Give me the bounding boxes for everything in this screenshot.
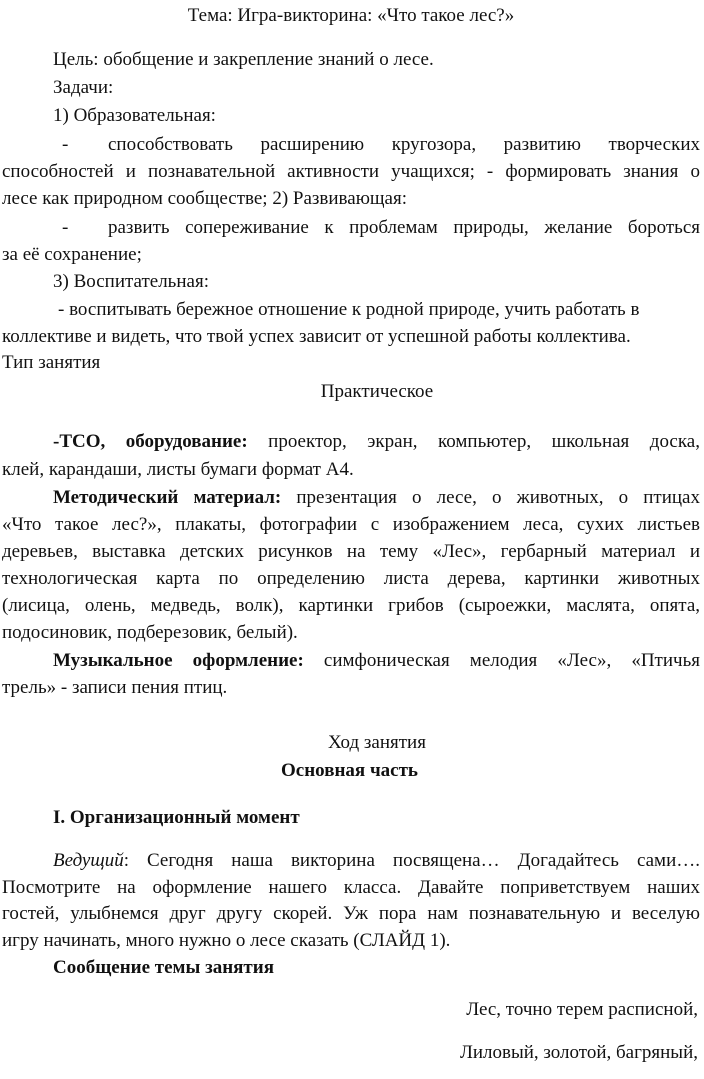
equipment-line1 [53, 430, 700, 454]
method-line1 [53, 486, 700, 510]
method-line5: (лисица, олень, медведь, волк), картинки грибов (сыроежки, маслята, опята, [2, 595, 700, 616]
task2-dash: - [62, 217, 69, 238]
method-line4: технологическая карта по определению листа дерева, картинки животных [2, 568, 700, 589]
section1-heading: I. Организационный момент [53, 807, 300, 828]
task2-line1: развить сопереживание к проблемам природы, желание бороться [108, 217, 700, 238]
host-line4: игру начинать, много нужно о лесе сказать (СЛАЙД 1). [2, 930, 451, 951]
host-label: Ведущий [53, 850, 124, 871]
tasks-heading: Задачи: [53, 77, 114, 98]
method-line2: «Что такое лес?», плакаты, фотографии с изображением леса, сухих листьев [2, 514, 700, 535]
task1-line3: лесе как природном сообществе; 2) Развивающая: [2, 188, 407, 209]
equipment-label: -ТСО, оборудование: [53, 431, 248, 452]
host-line2: Посмотрите на оформление нашего класса. Давайте поприветствуем наших [2, 877, 700, 898]
equipment-text: проектор, экран, компьютер, школьная доска, [247, 431, 700, 452]
method-label: Методический материал: [53, 487, 282, 508]
main-part-heading: Основная часть [281, 760, 418, 781]
course-heading: Ход занятия [328, 732, 426, 753]
goal-line: Цель: обобщение и закрепление знаний о лесе. [53, 49, 434, 70]
poem-line1: Лес, точно терем расписной, [466, 999, 698, 1020]
task3-line2: коллективе и видеть, что твой успех зависит от успешной работы коллектива. [2, 326, 631, 347]
host-line3: гостей, улыбнемся друг другу скорей. Уж пора нам познавательную и веселую [2, 903, 700, 924]
host-text: : Сегодня наша викторина посвящена… Догадайтесь сами…. [123, 850, 700, 871]
task1-line1: способствовать расширению кругозора, развитию творческих [108, 134, 700, 155]
equipment-line2: клей, карандаши, листы бумаги формат А4. [2, 459, 354, 480]
method-text: презентация о лесе, о животных, о птицах [281, 487, 700, 508]
host-line1 [53, 849, 700, 873]
method-line3: деревьев, выставка детских рисунков на тему «Лес», гербарный материал и [2, 541, 700, 562]
method-line6: подосиновик, подберезовик, белый). [2, 622, 298, 643]
music-text: симфоническая мелодия «Лес», «Птичья [303, 650, 700, 671]
lesson-type-label: Тип занятия [2, 352, 101, 373]
lesson-type-value: Практическое [320, 381, 434, 402]
task3-line1: - воспитывать бережное отношение к родной природе, учить работать в [58, 299, 640, 320]
task1-dash: - [62, 134, 69, 155]
task2-line2: за её сохранение; [2, 244, 142, 265]
music-label: Музыкальное оформление: [53, 650, 304, 671]
music-line1 [53, 649, 700, 673]
topic-heading: Сообщение темы занятия [53, 957, 274, 978]
poem-line2: Лиловый, золотой, багряный, [459, 1042, 698, 1063]
task3-heading: 3) Воспитательная: [53, 271, 209, 292]
page-title: Тема: Игра-викторина: «Что такое лес?» [187, 5, 515, 26]
music-line2: трель» - записи пения птиц. [2, 677, 228, 698]
task1-line2: способностей и познавательной активности учащихся; - формировать знания о [2, 161, 700, 182]
task1-heading: 1) Образовательная: [53, 105, 216, 126]
